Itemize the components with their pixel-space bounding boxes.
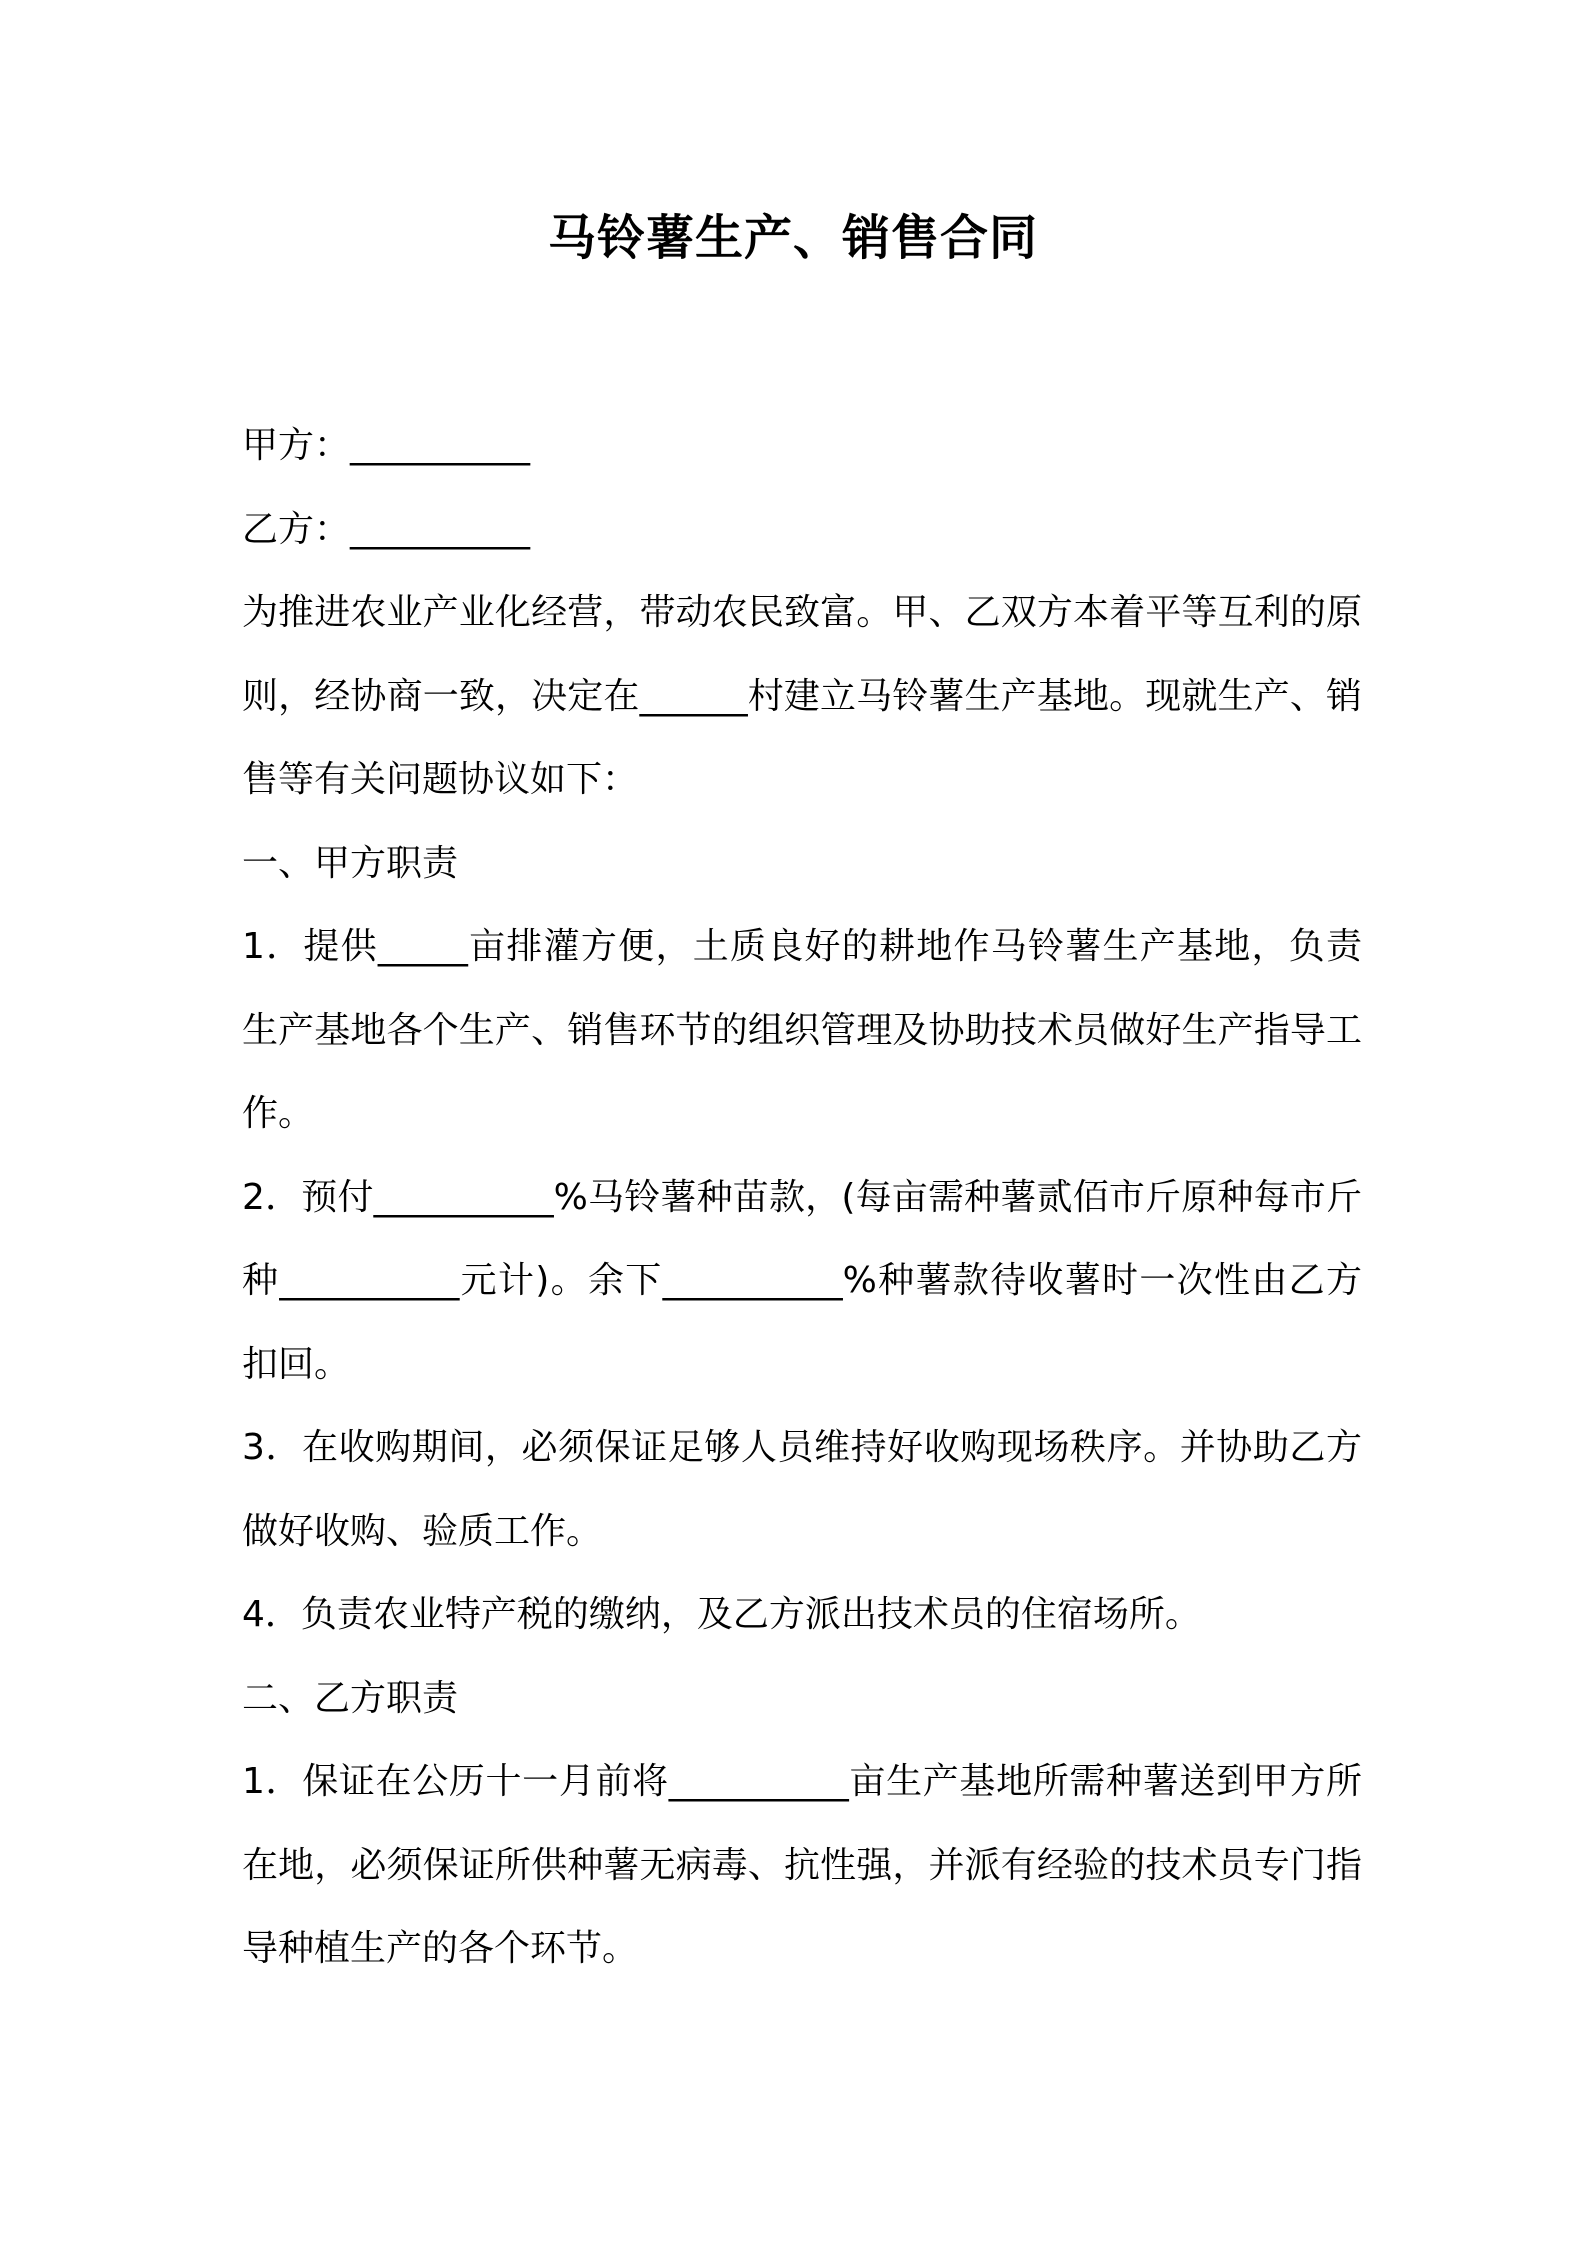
party-a-item-1: 1．提供_____亩排灌方便，土质良好的耕地作马铃薯生产基地，负责生产基地各个生产、销售环节的组织管理及协助技术员做好生产指导工作。	[242, 926, 1362, 1134]
party-a-item-4: 4．负责农业特产税的缴纳，及乙方派出技术员的住宿场所。	[242, 1594, 1201, 1635]
party-a-line: 甲方：__________	[242, 425, 531, 466]
party-a-item-2: 2．预付__________%马铃薯种苗款，(每亩需种薯贰佰市斤原种每市斤种__________元计)。余下__________%种薯款待收薯时一次性由乙方扣回。	[242, 1176, 1362, 1385]
section-heading-party-b: 二、乙方职责	[242, 1677, 459, 1719]
party-b-line: 乙方：__________	[242, 508, 531, 550]
preamble-paragraph: 为推进农业产业化经营，带动农民致富。甲、乙双方本着平等互利的原则，经协商一致，决定在______村建立马铃薯生产基地。现就生产、销售等有关问题协议如下：	[242, 592, 1362, 800]
contract-body	[242, 404, 1362, 1991]
party-a-item-3: 3．在收购期间，必须保证足够人员维持好收购现场秩序。并协助乙方做好收购、验质工作。	[242, 1427, 1362, 1552]
party-b-item-1: 1．保证在公历十一月前将__________亩生产基地所需种薯送到甲方所在地，必须保证所供种薯无病毒、抗性强，并派有经验的技术员专门指导种植生产的各个环节。	[242, 1761, 1362, 1969]
section-heading-party-a: 一、甲方职责	[242, 842, 459, 884]
document-title: 马铃薯生产、销售合同	[547, 210, 1038, 266]
